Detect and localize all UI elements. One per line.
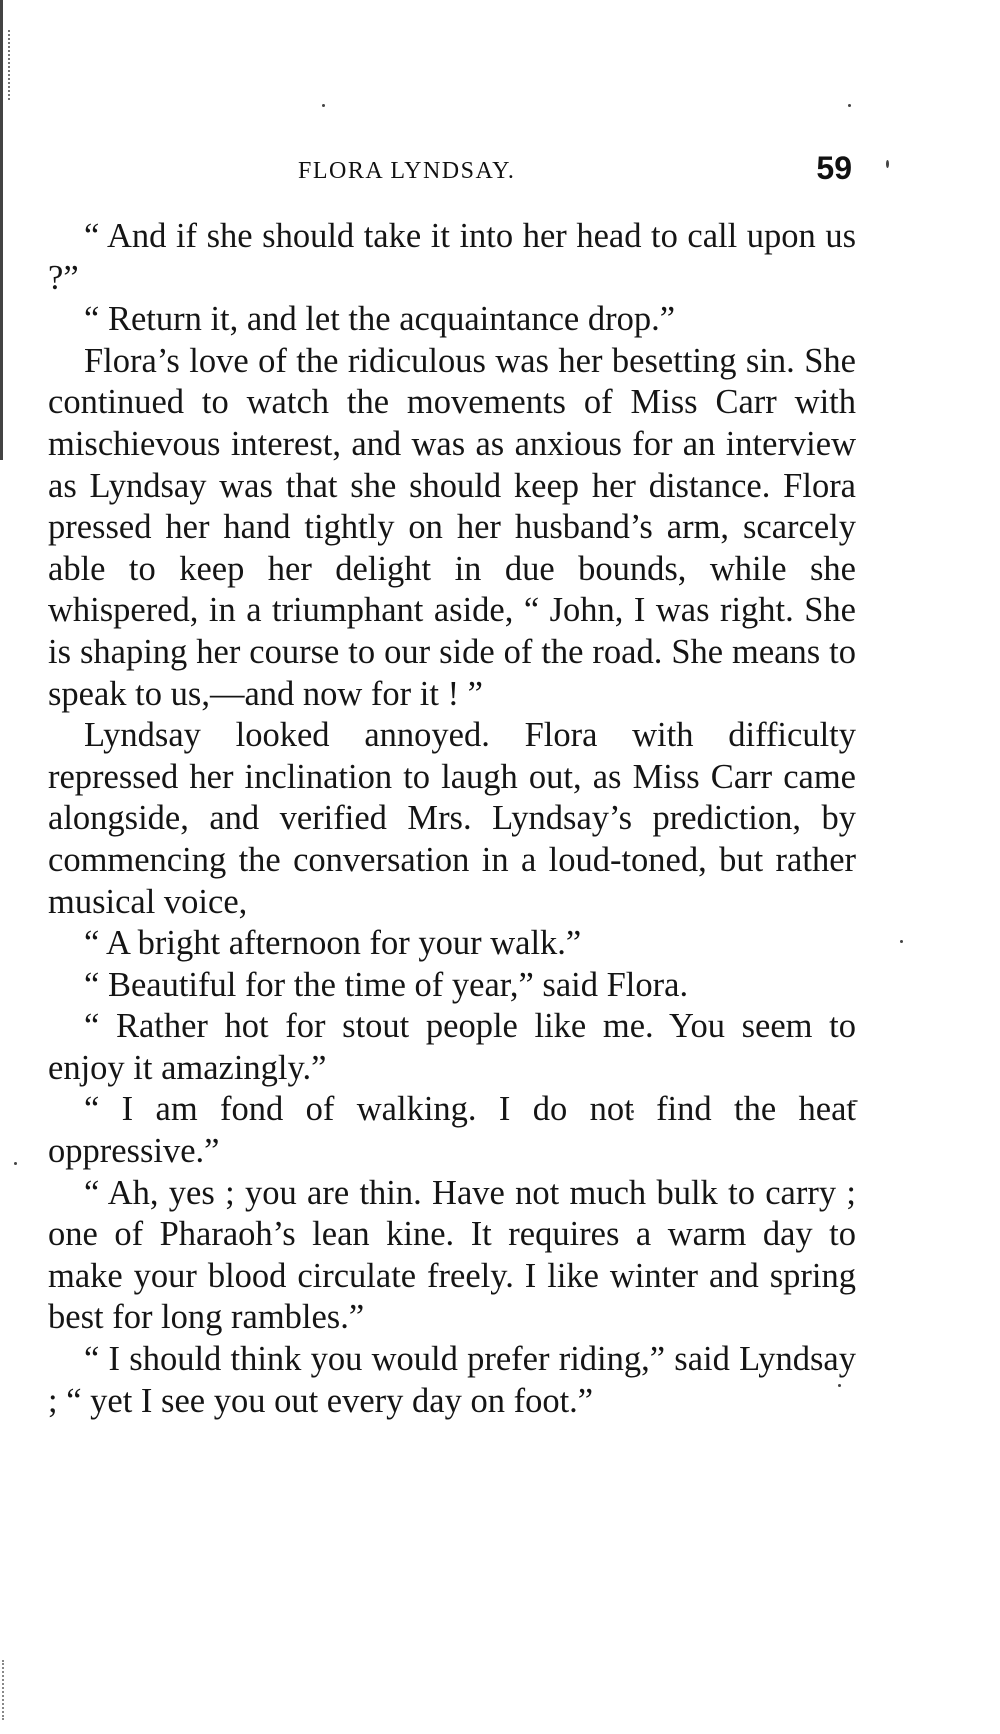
paragraph: Lyndsay looked annoyed. Flora with difficulty repressed her inclination to laugh out, as Miss Carr came alongside, and verified Mrs. Lyndsay’s prediction, by commencing the conversation in a loud-toned, but rather musical voice, — [48, 716, 856, 921]
scan-speck — [900, 940, 903, 943]
page-number: 59 — [816, 150, 852, 186]
paragraph: Flora’s love of the ridiculous was her besetting sin. She continued to watch the movements of Miss Carr with mischievous interest, and was as anxious for an interview as Lyndsay was that she should keep her distance. Flora pressed her hand tightly on her husband’s arm, scarcely able to keep her delight in due bounds, while she whispered, in a triumphant aside, “ John, I was right. She is shaping her course to our side of the road. She means to speak to us,—and now for it ! ” — [48, 341, 856, 713]
scan-speck — [322, 104, 325, 107]
running-head — [52, 150, 852, 194]
scan-edge-marks — [8, 30, 14, 100]
paragraph: “ I am fond of walking. I do not find the heat oppressive.” — [48, 1090, 856, 1171]
paragraph: “ Rather hot for stout people like me. You seem to enjoy it amazingly.” — [48, 1007, 856, 1087]
scan-edge-marks-bottom — [2, 1660, 7, 1720]
scan-speck — [848, 104, 851, 107]
paragraph: “ A bright afternoon for your walk.” — [84, 924, 582, 963]
running-title: FLORA LYNDSAY. — [298, 158, 516, 184]
scan-edge-line — [0, 0, 3, 460]
body-text — [48, 216, 856, 1422]
paragraph: “ And if she should take it into her head to call upon us ?” — [48, 217, 856, 297]
paragraph: “ Ah, yes ; you are thin. Have not much bulk to carry ; one of Pharaoh’s lean kine. It requires a warm day to make your blood circulate freely. I like winter and spring best for long rambles.” — [48, 1173, 856, 1337]
scan-speck — [14, 1162, 17, 1165]
scan-speck — [886, 160, 889, 168]
paragraph: “ Beautiful for the time of year,” said Flora. — [84, 965, 689, 1004]
paragraph: “ Return it, and let the acquaintance drop.” — [84, 300, 676, 339]
paragraph: “ I should think you would prefer riding,” said Lyndsay ; “ yet I see you out every day on foot.” — [48, 1340, 856, 1420]
